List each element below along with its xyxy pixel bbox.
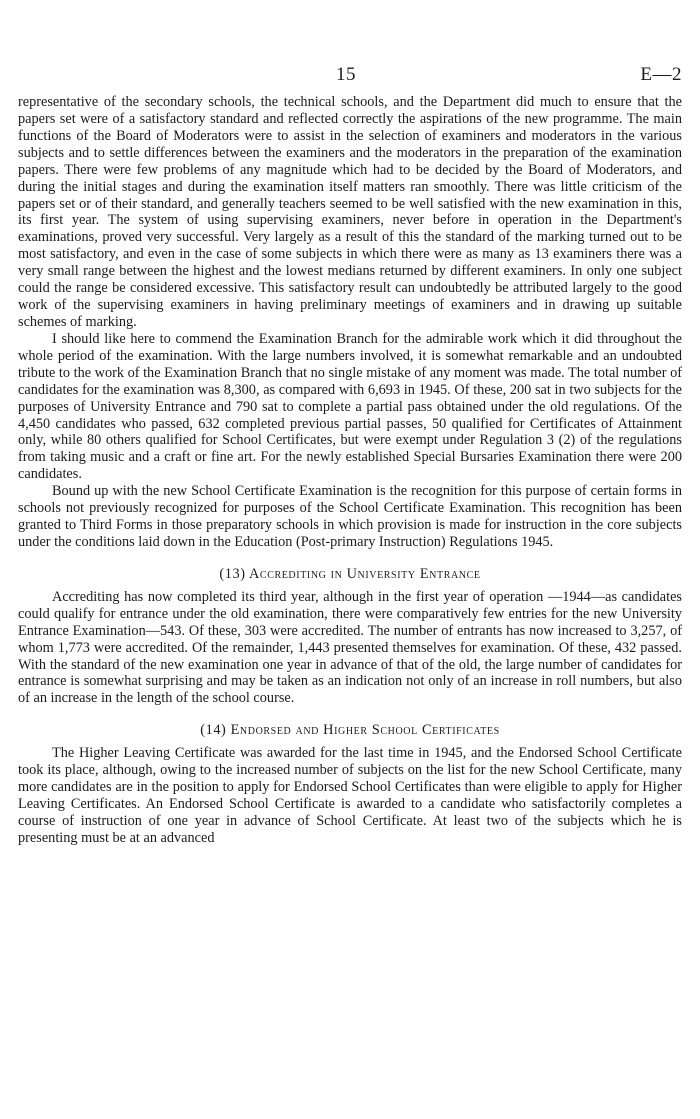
body-text xyxy=(18,94,682,847)
section-heading-endorsed-certificates: (14) Endorsed and Higher School Certificates xyxy=(200,722,500,739)
paragraph-accrediting: Accrediting has now completed its third year, although in the first year of operation —1944—as candidates could qualify for entrance under the old examination, there were comparatively few entries for the new University Entrance Examination—543. Of these, 303 were accredited. The number of entrants has now increased to 3,257, of whom 1,773 were accredited. Of the remainder, 1,443 presented themselves for examination. Of these, 432 passed. With the standard of the new examination one year in advance of that of the old, the large number of candidates for entrance is somewhat surprising and may be taken as an indication not only of an increase in roll numbers, but also of an increase in the length of the school course. xyxy=(18,588,682,707)
report-reference: E—2 xyxy=(640,64,682,85)
paragraph-school-certificate-recognition: Bound up with the new School Certificate Examination is the recognition for this purpose of certain forms in schools not previously recognized for purposes of the School Certificate Examination. This recognition has been granted to Third Forms in those preparatory schools in which provision is made for instruction in the core subjects under the conditions laid down in the Education (Post-primary Instruction) Regulations 1945. xyxy=(18,483,682,550)
section-heading-accrediting: (13) Accrediting in University Entrance xyxy=(219,565,481,582)
page-number: 15 xyxy=(336,64,356,85)
paragraph-endorsed-certificates: The Higher Leaving Certificate was awarded for the last time in 1945, and the Endorsed School Certificate took its place, although, owing to the increased number of subjects on the list for the new School Certificate, many more candidates are in the position to apply for Endorsed School Certificates than were eligible to apply for Higher Leaving Certificates. An Endorsed School Certificate is awarded to a candidate who satisfactorily completes a course of instruction of one year in advance of School Certificate. At least two of the subjects which he is presenting must be at an advanced xyxy=(18,745,682,846)
paragraph-examination-branch: I should like here to commend the Examination Branch for the admirable work which it did throughout the whole period of the examination. With the large numbers involved, it is somewhat remarkable and an undoubted tribute to the work of the Examination Branch that no single mistake of any moment was made. The total number of candidates for the examination was 8,300, as compared with 6,693 in 1945. Of these, 200 sat in two subjects for the purposes of University Entrance and 790 sat to complete a partial pass obtained under the old regulations. Of the 4,450 candidates who passed, 632 completed previous partial passes, 50 qualified for Certificates of Attainment only, while 80 others qualified for School Certificates, but were exempt under Regulation 3 (2) of the regulations from taking music and a craft or fine art. For the newly established Special Bursaries Examination there were 200 candidates. xyxy=(18,330,682,483)
paragraph-moderators: representative of the secondary schools, the technical schools, and the Department did much to ensure that the papers set were of a satisfactory standard and reflected correctly the aspirations of the new programme. The main functions of the Board of Moderators were to assist in the selection of examiners and moderators in the various subjects and to settle differences between the examiners and the moderators in the preparation of the examination papers. There were few problems of any magnitude which had to be decided by the Board of Moderators, and during the initial stages and during the examination itself matters ran smoothly. There was little criticism of the papers set or of their standard, and generally teachers seemed to be well satisfied with the new examination in this, its first year. The system of using supervising examiners, never before in operation in the Department's examinations, proved very successful. Very largely as a result of this the standard of the marking turned out to be most satisfactory, and even in the case of some subjects in which there were as many as 13 examiners there was a very small range between the highest and the lowest medians returned by different examiners. In only one subject could the range be considered excessive. This satisfactory result can undoubtedly be attributed largely to the good work of the supervising examiners in having preliminary meetings of examiners and in drawing up suitable schemes of marking. xyxy=(18,94,682,330)
